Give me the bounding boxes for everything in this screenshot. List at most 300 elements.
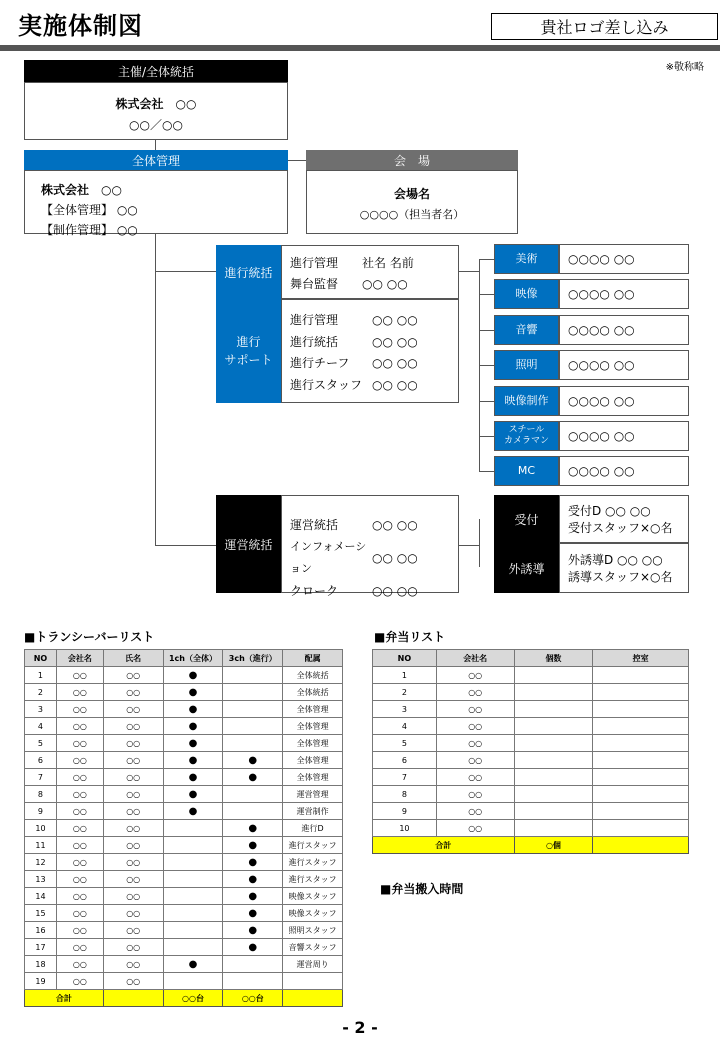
table-row bbox=[25, 939, 343, 956]
venue-box bbox=[306, 170, 518, 234]
table-cell: 9 bbox=[25, 803, 57, 820]
table-row bbox=[373, 684, 689, 701]
table-cell: ○○ bbox=[56, 939, 103, 956]
table-cell: 2 bbox=[25, 684, 57, 701]
table-cell: ○○ bbox=[56, 956, 103, 973]
department-label: スチール カメラマン bbox=[494, 421, 559, 451]
table-cell: 4 bbox=[25, 718, 57, 735]
table-cell: 全体管理 bbox=[283, 718, 343, 735]
table-cell: ○○ bbox=[56, 837, 103, 854]
table-row bbox=[25, 820, 343, 837]
table-cell bbox=[514, 752, 593, 769]
table-cell: ○○ bbox=[103, 701, 163, 718]
table-cell: 13 bbox=[25, 871, 57, 888]
table-row bbox=[25, 956, 343, 973]
table-cell bbox=[223, 956, 283, 973]
overall-header: 全体管理 bbox=[24, 150, 288, 170]
table-cell: 3 bbox=[25, 701, 57, 718]
table-cell: 2 bbox=[373, 684, 437, 701]
table-row bbox=[25, 701, 343, 718]
reception-box bbox=[559, 495, 689, 543]
table-cell: ○○ bbox=[103, 667, 163, 684]
progress-support-header-line2: サポート bbox=[224, 353, 273, 367]
table-cell: 全体管理 bbox=[283, 735, 343, 752]
column-header: 控室 bbox=[593, 650, 689, 667]
table-cell: ○○ bbox=[103, 820, 163, 837]
table-cell: ○○ bbox=[436, 684, 514, 701]
progress-support-header-line1: 進行 bbox=[236, 335, 261, 349]
table-cell: ○○ bbox=[56, 922, 103, 939]
total-cell: 合計 bbox=[25, 990, 104, 1007]
person: ○○ ○○ bbox=[372, 518, 418, 532]
table-cell: 17 bbox=[25, 939, 57, 956]
table-cell: 進行D bbox=[283, 820, 343, 837]
total-cell bbox=[593, 837, 689, 854]
table-cell bbox=[593, 820, 689, 837]
transceiver-table bbox=[24, 649, 343, 1007]
connector bbox=[479, 471, 494, 472]
connector bbox=[155, 271, 216, 272]
table-row bbox=[25, 854, 343, 871]
table-cell: ○○ bbox=[56, 684, 103, 701]
operations-row bbox=[290, 514, 458, 536]
support-row bbox=[290, 375, 458, 397]
table-row bbox=[373, 667, 689, 684]
table-row bbox=[25, 888, 343, 905]
table-cell: ● bbox=[163, 684, 223, 701]
table-cell: 16 bbox=[25, 922, 57, 939]
table-cell: ○○ bbox=[56, 820, 103, 837]
table-cell: ● bbox=[163, 701, 223, 718]
person: ○○ ○○ bbox=[372, 584, 418, 598]
department-label: 映像 bbox=[494, 279, 559, 309]
table-cell: ○○ bbox=[103, 854, 163, 871]
table-cell: ○○ bbox=[56, 752, 103, 769]
person: ○○ ○○ bbox=[372, 377, 418, 392]
table-cell: 全体管理 bbox=[283, 701, 343, 718]
venue-contact: ○○○○（担当者名） bbox=[359, 208, 465, 221]
table-row bbox=[25, 905, 343, 922]
table-cell: 進行スタッフ bbox=[283, 871, 343, 888]
table-cell bbox=[514, 684, 593, 701]
overall-line2: 【制作管理】 ○○ bbox=[41, 223, 138, 237]
operations-row bbox=[290, 536, 458, 580]
table-cell: ○○ bbox=[436, 718, 514, 735]
bento-table bbox=[372, 649, 689, 854]
person: ○○ ○○ bbox=[372, 356, 418, 370]
guidance-line1: 外誘導D ○○ ○○ bbox=[568, 553, 663, 567]
table-cell bbox=[163, 871, 223, 888]
total-cell: 合計 bbox=[373, 837, 515, 854]
department-label: MC bbox=[494, 456, 559, 486]
column-header: 個数 bbox=[514, 650, 593, 667]
table-cell: ○○ bbox=[56, 718, 103, 735]
column-header: NO bbox=[373, 650, 437, 667]
connector bbox=[479, 330, 494, 331]
sponsor-box bbox=[24, 82, 288, 140]
table-cell: 運営制作 bbox=[283, 803, 343, 820]
department-person: ○○○○ ○○ bbox=[559, 456, 689, 486]
table-cell: ○○ bbox=[103, 905, 163, 922]
bento-time-title: ■弁当搬入時間 bbox=[380, 882, 464, 896]
table-cell: 運営管理 bbox=[283, 786, 343, 803]
progress-support-header bbox=[216, 299, 281, 403]
table-cell: 7 bbox=[373, 769, 437, 786]
bento-title: ■弁当リスト bbox=[374, 630, 446, 644]
table-cell: ○○ bbox=[103, 973, 163, 990]
table-cell bbox=[593, 684, 689, 701]
sponsor-names: ○○／○○ bbox=[129, 118, 183, 132]
role: 進行統括 bbox=[290, 334, 339, 349]
table-cell: 進行スタッフ bbox=[283, 854, 343, 871]
page-number: - 2 - bbox=[342, 1018, 378, 1037]
table-cell: ○○ bbox=[56, 854, 103, 871]
operations-box bbox=[281, 495, 459, 598]
table-cell: ○○ bbox=[103, 786, 163, 803]
table-cell: ○○ bbox=[436, 769, 514, 786]
table-cell: ○○ bbox=[103, 752, 163, 769]
person: ○○ ○○ bbox=[372, 551, 418, 565]
table-cell: 10 bbox=[373, 820, 437, 837]
role: 進行管理 bbox=[290, 313, 339, 327]
table-cell bbox=[514, 718, 593, 735]
table-cell: ○○ bbox=[103, 837, 163, 854]
table-cell: ● bbox=[163, 735, 223, 752]
department-person: ○○○○ ○○ bbox=[559, 350, 689, 380]
table-cell bbox=[593, 701, 689, 718]
header-rule bbox=[0, 45, 720, 51]
venue-name: 会場名 bbox=[393, 187, 430, 201]
operations-row bbox=[290, 580, 458, 602]
table-cell: 1 bbox=[25, 667, 57, 684]
table-cell: ○○ bbox=[56, 905, 103, 922]
table-row bbox=[373, 752, 689, 769]
role: クローク bbox=[290, 584, 339, 598]
column-header: 1ch（全体） bbox=[163, 650, 223, 667]
table-cell bbox=[163, 888, 223, 905]
connector bbox=[155, 140, 156, 150]
column-header: NO bbox=[25, 650, 57, 667]
person: 社名 名前 bbox=[362, 256, 414, 270]
connector bbox=[155, 545, 216, 546]
table-cell: 映像スタッフ bbox=[283, 888, 343, 905]
page-title: 実施体制図 bbox=[18, 12, 143, 40]
department-label: 音響 bbox=[494, 315, 559, 345]
table-cell: ○○ bbox=[436, 786, 514, 803]
table-cell: ○○ bbox=[103, 871, 163, 888]
sponsor-company: 株式会社 ○○ bbox=[115, 97, 197, 111]
table-cell bbox=[514, 701, 593, 718]
table-row bbox=[25, 871, 343, 888]
table-cell: ○○ bbox=[436, 752, 514, 769]
table-cell: ● bbox=[223, 871, 283, 888]
progress-lead-header: 進行統括 bbox=[216, 245, 281, 299]
honorific-note: ※敬称略 bbox=[665, 62, 704, 73]
table-row bbox=[25, 735, 343, 752]
table-cell bbox=[163, 820, 223, 837]
person: ○○ ○○ bbox=[372, 334, 418, 349]
table-cell: ● bbox=[163, 667, 223, 684]
table-row bbox=[373, 820, 689, 837]
table-cell: ○○ bbox=[56, 786, 103, 803]
table-cell: 8 bbox=[373, 786, 437, 803]
table-cell bbox=[223, 803, 283, 820]
table-cell: ○○ bbox=[436, 667, 514, 684]
progress-lead-row bbox=[290, 274, 458, 295]
table-header-row bbox=[373, 650, 689, 667]
table-cell bbox=[223, 684, 283, 701]
table-cell bbox=[593, 803, 689, 820]
logo-placeholder: 貴社ロゴ差し込み bbox=[491, 13, 718, 40]
table-cell: 15 bbox=[25, 905, 57, 922]
table-cell: 3 bbox=[373, 701, 437, 718]
overall-box bbox=[24, 170, 288, 237]
table-row bbox=[373, 803, 689, 820]
table-cell: ● bbox=[223, 837, 283, 854]
table-cell: 6 bbox=[25, 752, 57, 769]
table-cell bbox=[223, 701, 283, 718]
person: ○○ ○○ bbox=[372, 313, 418, 327]
table-cell bbox=[514, 820, 593, 837]
table-cell: ● bbox=[223, 752, 283, 769]
table-cell: ○○ bbox=[103, 922, 163, 939]
connector bbox=[288, 160, 306, 161]
table-cell: ○○ bbox=[56, 701, 103, 718]
table-row bbox=[25, 718, 343, 735]
table-cell: ○○ bbox=[103, 939, 163, 956]
table-row bbox=[373, 718, 689, 735]
table-cell: ○○ bbox=[103, 769, 163, 786]
table-row bbox=[25, 973, 343, 990]
table-cell: 11 bbox=[25, 837, 57, 854]
connector bbox=[459, 271, 479, 272]
table-cell bbox=[223, 718, 283, 735]
table-cell: 映像スタッフ bbox=[283, 905, 343, 922]
venue-header: 会 場 bbox=[306, 150, 518, 170]
overall-company: 株式会社 ○○ bbox=[41, 183, 122, 197]
department-person: ○○○○ ○○ bbox=[559, 244, 689, 274]
department-label: 照明 bbox=[494, 350, 559, 380]
support-row bbox=[290, 332, 458, 354]
table-cell bbox=[593, 667, 689, 684]
table-row bbox=[25, 837, 343, 854]
support-row bbox=[290, 310, 458, 332]
table-cell: 音響スタッフ bbox=[283, 939, 343, 956]
table-cell: ● bbox=[163, 803, 223, 820]
table-cell bbox=[223, 735, 283, 752]
table-cell bbox=[593, 752, 689, 769]
table-cell: ○○ bbox=[56, 735, 103, 752]
table-cell: ○○ bbox=[56, 769, 103, 786]
table-cell: 8 bbox=[25, 786, 57, 803]
table-cell: ● bbox=[223, 888, 283, 905]
table-cell bbox=[514, 769, 593, 786]
table-cell: 12 bbox=[25, 854, 57, 871]
support-row bbox=[290, 353, 458, 375]
connector bbox=[459, 545, 479, 546]
table-cell: ● bbox=[223, 905, 283, 922]
table-cell bbox=[514, 786, 593, 803]
table-cell: ● bbox=[223, 922, 283, 939]
table-cell bbox=[163, 939, 223, 956]
table-cell: ○○ bbox=[103, 888, 163, 905]
table-cell: 進行スタッフ bbox=[283, 837, 343, 854]
progress-lead-box bbox=[281, 245, 459, 299]
table-cell: 5 bbox=[373, 735, 437, 752]
connector bbox=[479, 294, 494, 295]
table-cell: 7 bbox=[25, 769, 57, 786]
guidance-box bbox=[559, 543, 689, 593]
table-cell: ● bbox=[163, 752, 223, 769]
table-cell: 全体管理 bbox=[283, 769, 343, 786]
reception-header: 受付 bbox=[494, 495, 559, 543]
table-cell: 6 bbox=[373, 752, 437, 769]
total-cell: ○個 bbox=[514, 837, 593, 854]
table-row bbox=[25, 752, 343, 769]
table-row bbox=[373, 735, 689, 752]
department-label: 美術 bbox=[494, 244, 559, 274]
sponsor-header: 主催/全体統括 bbox=[24, 60, 288, 82]
operations-header: 運営統括 bbox=[216, 495, 281, 593]
role: インフォメーション bbox=[290, 540, 367, 575]
table-cell: ○○ bbox=[436, 820, 514, 837]
table-cell bbox=[593, 769, 689, 786]
table-cell bbox=[593, 735, 689, 752]
table-cell: 4 bbox=[373, 718, 437, 735]
table-cell: ○○ bbox=[56, 667, 103, 684]
table-cell bbox=[223, 973, 283, 990]
connector bbox=[479, 365, 494, 366]
table-cell: ● bbox=[223, 820, 283, 837]
table-cell: ● bbox=[163, 956, 223, 973]
table-cell: 18 bbox=[25, 956, 57, 973]
connector bbox=[479, 436, 494, 437]
table-row bbox=[25, 769, 343, 786]
table-row bbox=[373, 769, 689, 786]
table-cell: ○○ bbox=[103, 803, 163, 820]
table-row bbox=[25, 803, 343, 820]
table-cell: ● bbox=[223, 939, 283, 956]
role: 運営統括 bbox=[290, 518, 339, 532]
role: 進行チーフ bbox=[290, 356, 350, 370]
table-cell bbox=[514, 803, 593, 820]
table-cell: ○○ bbox=[436, 735, 514, 752]
guidance-header: 外誘導 bbox=[494, 543, 559, 593]
table-cell: ○○ bbox=[56, 973, 103, 990]
connector bbox=[479, 401, 494, 402]
table-cell: ○○ bbox=[436, 701, 514, 718]
table-cell bbox=[593, 718, 689, 735]
table-cell bbox=[163, 973, 223, 990]
table-cell bbox=[223, 667, 283, 684]
table-cell: 9 bbox=[373, 803, 437, 820]
table-row bbox=[25, 684, 343, 701]
table-cell: ● bbox=[163, 769, 223, 786]
table-cell bbox=[593, 786, 689, 803]
guidance-line2: 誘導スタッフ×○名 bbox=[568, 570, 673, 584]
table-cell bbox=[163, 837, 223, 854]
table-row bbox=[25, 786, 343, 803]
department-person: ○○○○ ○○ bbox=[559, 279, 689, 309]
table-cell: ○○ bbox=[103, 735, 163, 752]
total-cell bbox=[283, 990, 343, 1007]
table-cell: 14 bbox=[25, 888, 57, 905]
role: 進行管理 bbox=[290, 256, 339, 270]
department-person: ○○○○ ○○ bbox=[559, 315, 689, 345]
department-person: ○○○○ ○○ bbox=[559, 386, 689, 416]
progress-support-box bbox=[281, 299, 459, 403]
table-cell: ○○ bbox=[103, 684, 163, 701]
table-cell bbox=[163, 905, 223, 922]
table-header-row bbox=[25, 650, 343, 667]
table-cell bbox=[163, 854, 223, 871]
table-cell: 全体管理 bbox=[283, 752, 343, 769]
total-row bbox=[25, 990, 343, 1007]
total-row bbox=[373, 837, 689, 854]
table-cell: ○○ bbox=[56, 888, 103, 905]
table-cell: ● bbox=[223, 769, 283, 786]
table-row bbox=[373, 786, 689, 803]
table-cell: ○○ bbox=[56, 871, 103, 888]
table-cell: 照明スタッフ bbox=[283, 922, 343, 939]
column-header: 配属 bbox=[283, 650, 343, 667]
table-cell bbox=[283, 973, 343, 990]
table-cell: 10 bbox=[25, 820, 57, 837]
connector bbox=[479, 259, 494, 260]
role: 進行スタッフ bbox=[290, 377, 363, 392]
table-cell: ○○ bbox=[103, 718, 163, 735]
total-cell bbox=[103, 990, 163, 1007]
connector bbox=[155, 234, 156, 545]
reception-line1: 受付D ○○ ○○ bbox=[568, 504, 651, 518]
table-cell bbox=[514, 735, 593, 752]
table-cell: ○○ bbox=[103, 956, 163, 973]
table-cell: ○○ bbox=[436, 803, 514, 820]
table-cell bbox=[223, 786, 283, 803]
overall-line1: 【全体管理】 ○○ bbox=[41, 203, 138, 217]
table-cell: ● bbox=[223, 854, 283, 871]
transceiver-title: ■トランシーバーリスト bbox=[24, 630, 155, 644]
table-row bbox=[25, 667, 343, 684]
table-row bbox=[373, 701, 689, 718]
person: ○○ ○○ bbox=[362, 277, 408, 291]
table-cell: 1 bbox=[373, 667, 437, 684]
table-cell: ● bbox=[163, 718, 223, 735]
table-cell: 運営周り bbox=[283, 956, 343, 973]
role: 舞台監督 bbox=[290, 277, 339, 291]
column-header: 会社名 bbox=[56, 650, 103, 667]
progress-lead-row bbox=[290, 253, 458, 274]
table-row bbox=[25, 922, 343, 939]
department-person: ○○○○ ○○ bbox=[559, 421, 689, 451]
total-cell: ○○台 bbox=[223, 990, 283, 1007]
table-cell: 19 bbox=[25, 973, 57, 990]
table-cell: 全体統括 bbox=[283, 684, 343, 701]
column-header: 3ch（進行） bbox=[223, 650, 283, 667]
table-cell bbox=[514, 667, 593, 684]
table-cell: ● bbox=[163, 786, 223, 803]
connector bbox=[479, 519, 480, 567]
table-cell bbox=[163, 922, 223, 939]
total-cell: ○○台 bbox=[163, 990, 223, 1007]
column-header: 会社名 bbox=[436, 650, 514, 667]
table-cell: 全体統括 bbox=[283, 667, 343, 684]
column-header: 氏名 bbox=[103, 650, 163, 667]
reception-line2: 受付スタッフ×○名 bbox=[568, 521, 673, 535]
department-label: 映像制作 bbox=[494, 386, 559, 416]
table-cell: 5 bbox=[25, 735, 57, 752]
table-cell: ○○ bbox=[56, 803, 103, 820]
